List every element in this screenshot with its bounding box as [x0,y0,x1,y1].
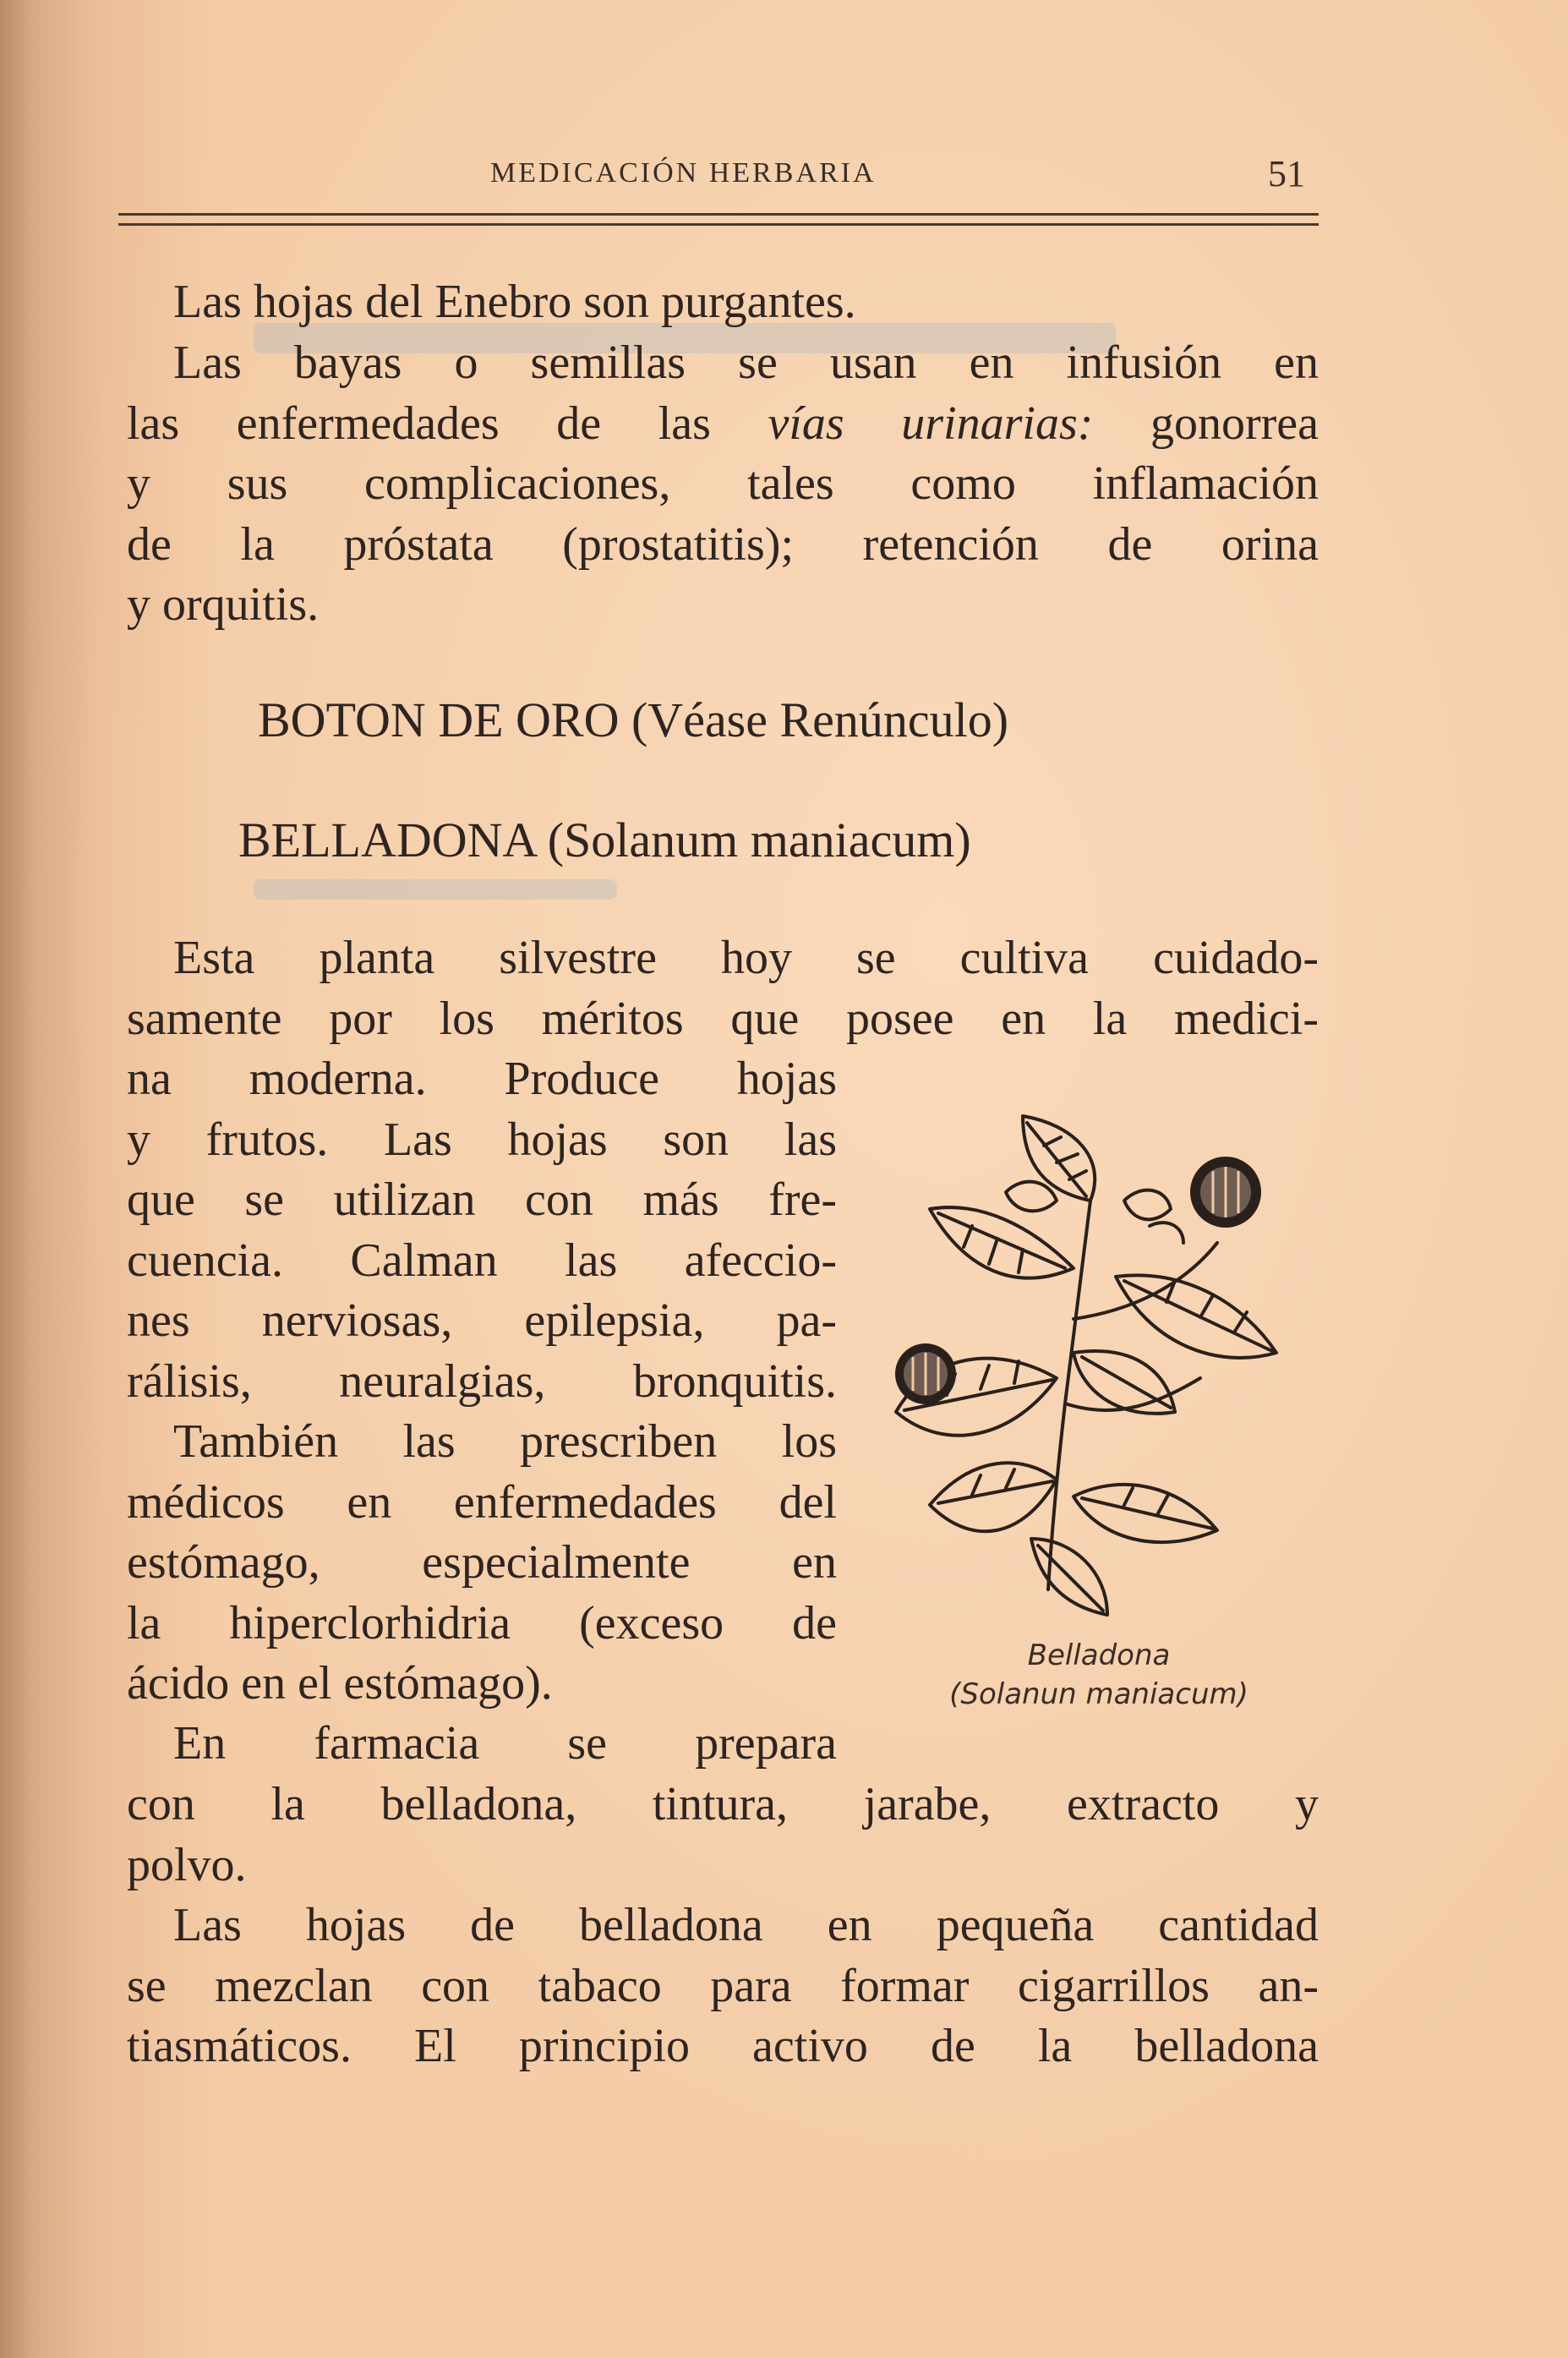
paragraph-enebro-bayas [127,333,1319,636]
text-line: na moderna. Produce hojas [127,1053,837,1105]
belladonna-plant-illustration [879,1099,1319,1623]
header-rule-top [118,213,1319,216]
flower [1006,1182,1057,1212]
text-line: Las hojas del Enebro son purgantes. [173,276,856,328]
text-line: médicos en enfermedades del [127,1475,837,1529]
text-line: También las prescriben los [173,1415,837,1468]
text-line: Esta planta silvestre hoy se cultiva cuidado- [173,932,1319,984]
paragraph-farmacia [127,1714,837,1775]
text-line: polvo. [127,1838,247,1891]
text-run: gonorrea [1093,397,1319,450]
paragraph-farmacia-cont [127,1775,1319,1896]
page-number: 51 [1268,153,1305,194]
paragraph-belladona-intro [127,928,1319,1049]
text-line: rálisis, neuralgias, bronquitis. [127,1354,837,1408]
running-title: MEDICACIÓN HERBARIA [490,157,877,189]
emphasis-text: vías urinarias: [768,397,1094,450]
text-line: con la belladona, tintura, jarabe, extracto y [127,1778,1319,1830]
stem [1048,1201,1090,1589]
text-line: de la próstata (prostatitis); retención de orina [127,517,1319,571]
text-line: En farmacia se prepara [173,1717,837,1770]
text-line: y frutos. Las hojas son las [127,1113,837,1166]
text-line: y sus complicaciones, tales como inflamación [127,457,1319,510]
text-line: cuencia. Calman las afeccio- [127,1234,837,1287]
flower [1124,1190,1171,1220]
text-line: Las bayas o semillas se usan en infusión en [173,336,1319,389]
text-line [127,394,1319,455]
figure-caption-title: Belladona [1027,1639,1171,1672]
text-line: que se utilizan con más fre- [127,1174,837,1226]
text-run: las enfermedades de las [127,397,768,450]
figure-caption-scientific-name: (Solanun maniacum) [949,1677,1248,1711]
leaf [930,1463,1057,1531]
paragraph-enebro-hojas [127,272,1319,333]
highlight-mark [254,879,617,900]
text-line: tiasmáticos. El principio activo de la belladona [127,2020,1319,2072]
text-line: se mezclan con tabaco para formar cigarrillos an- [127,1959,1319,2012]
text-line: y orquitis. [127,578,320,631]
header-rule-bottom [118,223,1319,226]
paragraph-cigarrillos [127,1896,1319,2077]
text-line: estómago, especialmente en [127,1536,837,1589]
heading-boton-de-oro: BOTON DE ORO (Véase Renúnculo) [258,692,1009,747]
text-line: samente por los méritos que posee en la medici- [127,992,1319,1045]
heading-belladona: BELLADONA (Solanum maniacum) [238,812,971,867]
paragraph-belladona-column [127,1049,837,1715]
text-line: ácido en el estómago). [127,1657,553,1710]
text-line: la hiperclorhidria (exceso de [127,1596,837,1650]
text-line: Las hojas de belladona en pequeña cantidad [173,1899,1319,1951]
text-line: nes nerviosas, epilepsia, pa- [127,1294,837,1347]
branch [1074,1243,1217,1319]
